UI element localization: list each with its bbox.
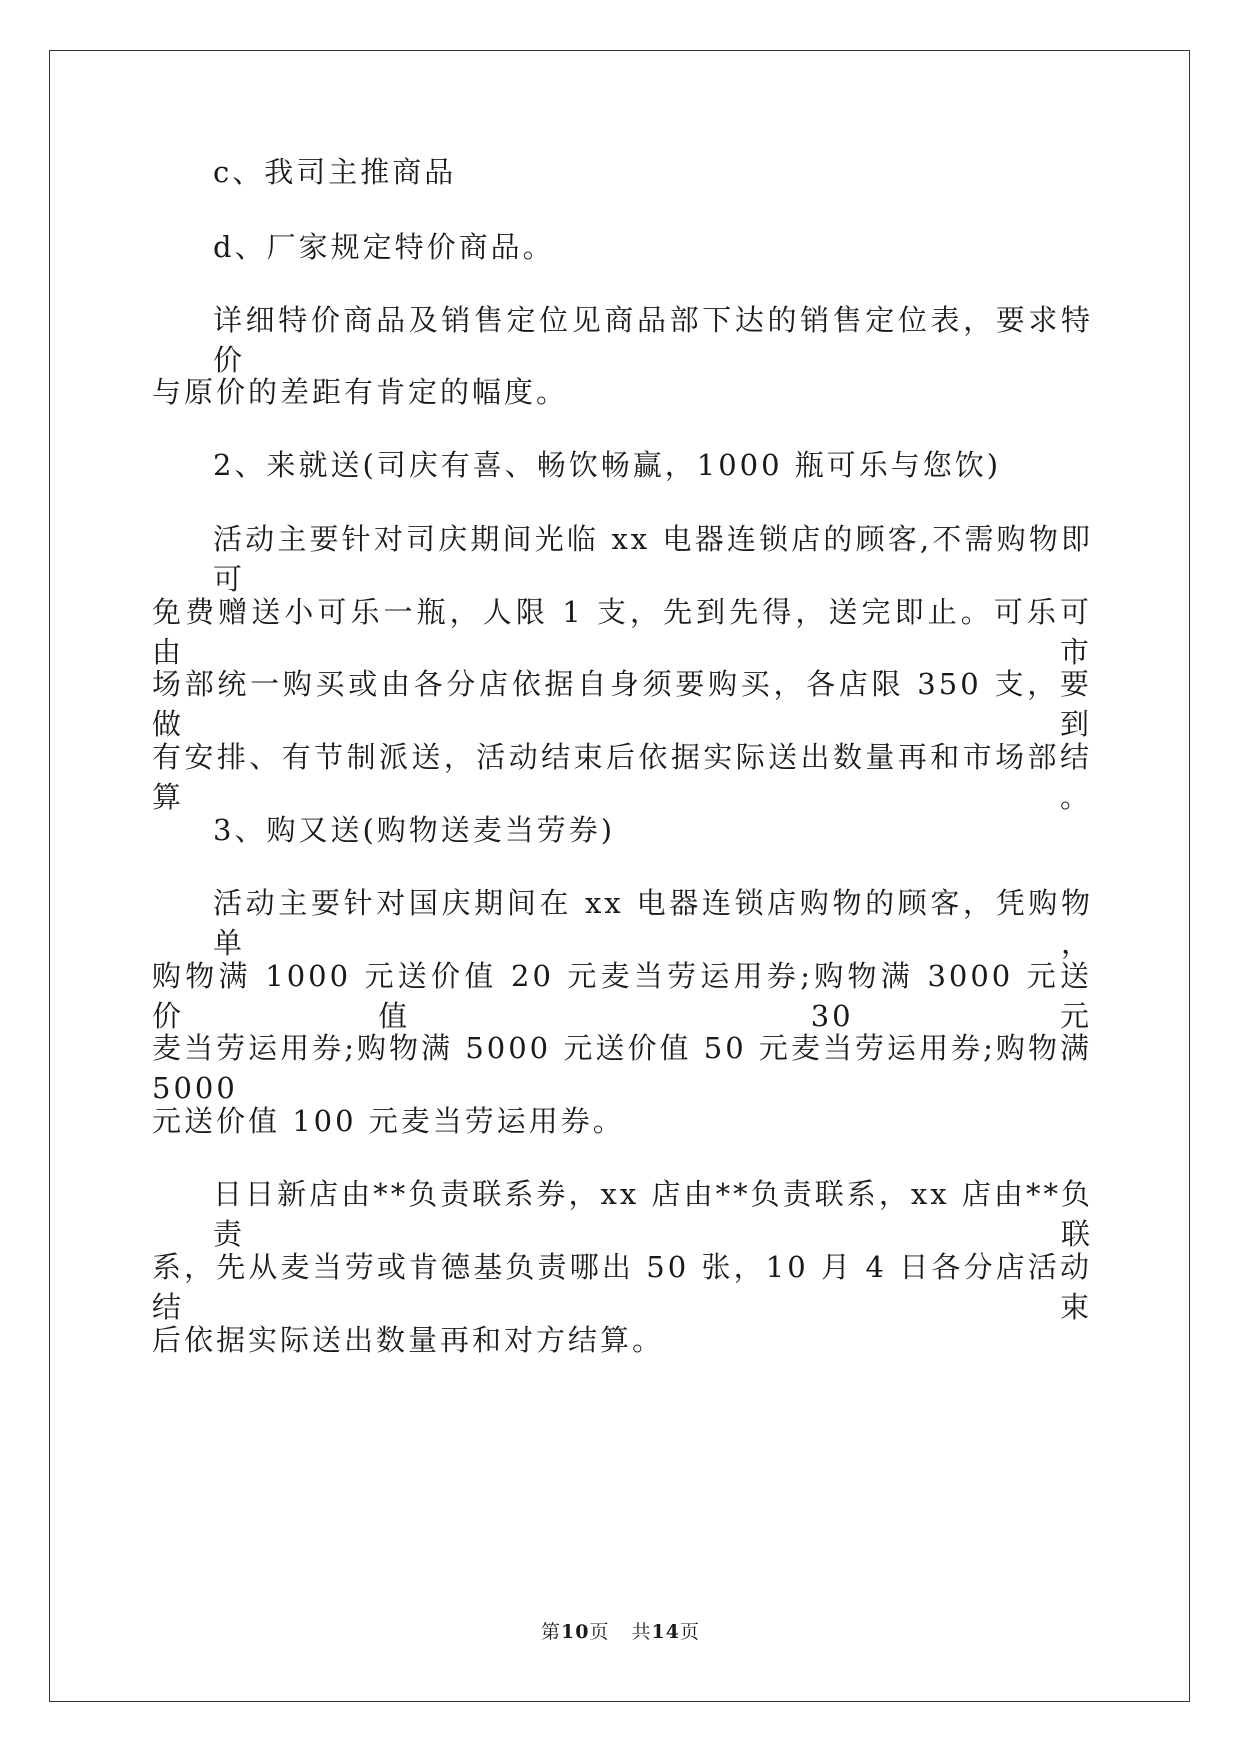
page-suffix: 页 (589, 1621, 610, 1643)
paragraph-line: 系，先从麦当劳或肯德基负责哪出 50 张，10 月 4 日各分店活动结束 (152, 1250, 1092, 1324)
current-page-number: 10 (561, 1621, 590, 1643)
paragraph-line: 购物满 1000 元送价值 20 元麦当劳运用券;购物满 3000 元送价值 30 元 (152, 959, 1092, 1033)
page-prefix: 第 (541, 1621, 562, 1643)
paragraph-line: 免费赠送小可乐一瓶，人限 1 支，先到先得，送完即止。可乐可由市 (152, 595, 1092, 669)
paragraph-line: 场部统一购买或由各分店依据自身须要购买，各店限 350 支，要做到 (152, 667, 1092, 741)
total-page-number: 14 (651, 1621, 680, 1643)
paragraph-line: 与原价的差距有肯定的幅度。 (152, 375, 569, 409)
paragraph-line: 详细特价商品及销售定位见商品部下达的销售定位表，要求特价 (213, 303, 1093, 377)
paragraph-line: 麦当劳运用券;购物满 5000 元送价值 50 元麦当劳运用券;购物满 5000 (152, 1031, 1092, 1105)
paragraph-line: 有安排、有节制派送，活动结束后依据实际送出数量再和市场部结算。 (152, 740, 1092, 814)
list-item-c: c、我司主推商品 (213, 155, 457, 189)
section-heading-2: 2、来就送(司庆有喜、畅饮畅赢，1000 瓶可乐与您饮) (213, 448, 1002, 482)
section-heading-3: 3、购又送(购物送麦当劳券) (213, 813, 616, 847)
page-footer (0, 1620, 1241, 1644)
paragraph-line: 活动主要针对司庆期间光临 xx 电器连锁店的顾客,不需购物即可 (213, 522, 1093, 596)
paragraph-line: 日日新店由**负责联系券，xx 店由**负责联系，xx 店由**负责联 (213, 1177, 1093, 1251)
total-prefix: 共 (631, 1621, 652, 1643)
paragraph-line: 后依据实际送出数量再和对方结算。 (152, 1323, 665, 1357)
total-suffix: 页 (679, 1621, 700, 1643)
list-item-d: d、厂家规定特价商品。 (213, 230, 555, 264)
paragraph-line: 活动主要针对国庆期间在 xx 电器连锁店购物的顾客，凭购物单， (213, 886, 1093, 960)
paragraph-line: 元送价值 100 元麦当劳运用券。 (152, 1104, 625, 1138)
page-border (49, 50, 1190, 1702)
